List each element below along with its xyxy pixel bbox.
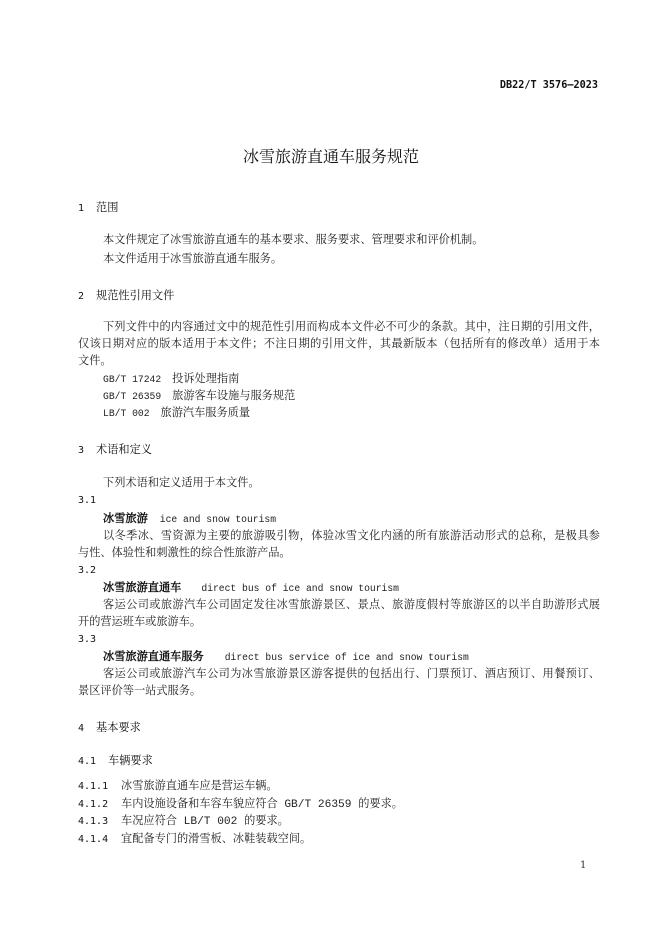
reference-title: 旅游客车设施与服务规范 [172,391,296,403]
term-entry [103,511,276,527]
clause-text: 车况应符合 LB/T 002 的要求。 [121,816,289,828]
paragraph-line: 下列文件中的内容通过文中的规范性引用而构成本文件必不可少的条款。其中，注日期的引用文件， [103,322,600,334]
section-3-heading [78,442,152,458]
definition-line: 以冬季冰、雪资源为主要的旅游吸引物，体验冰雪文化内涵的所有旅游活动形式的总称，是极具参 [103,531,600,543]
term-en: ice and snow tourism [159,514,277,525]
page-number: 1 [580,860,587,871]
reference-code: LB/T 002 [103,408,150,419]
reference-item [103,372,239,388]
term-number: 3.3 [78,634,97,645]
clause-text: 车内设施设备和车容车貌应符合 GB/T 26359 的要求。 [121,799,403,811]
reference-title: 投诉处理指南 [172,374,240,386]
section-title: 范围 [96,201,119,214]
clause-item [78,814,289,830]
clause-number: 4.1.3 [78,816,109,827]
section-title: 术语和定义 [96,443,152,456]
section-2-heading [78,288,174,304]
definition-line: 开的营运班车或旅游车。 [78,617,202,629]
reference-code: GB/T 17242 [103,374,162,385]
section-number: 1 [78,203,85,214]
term-zh: 冰雪旅游直通车服务 [103,650,204,663]
clause-number: 4.1.4 [78,834,109,845]
clause-text: 冰雪旅游直通车应是营运车辆。 [121,781,278,793]
section-1-heading [78,200,118,216]
clause-number: 4.1.2 [78,799,109,810]
definition-line: 客运公司或旅游汽车公司固定发往冰雪旅游景区、景点、旅游度假村等旅游区的以半自助游形式展 [103,600,600,612]
reference-item [103,406,250,422]
reference-code: GB/T 26359 [103,391,162,402]
section-4-heading [78,720,141,736]
section-title: 规范性引用文件 [96,289,175,302]
reference-item [103,389,295,405]
term-zh: 冰雪旅游 [103,512,148,525]
paragraph-line: 下列术语和定义适用于本文件。 [103,478,260,490]
term-en: direct bus of ice and snow tourism [201,583,399,594]
definition-line: 客运公司或旅游汽车公司为冰雪旅游景区游客提供的包括出行、门票预订、酒店预订、用餐预订、 [103,669,600,681]
standard-number: DB22/T 3576—2023 [499,80,598,91]
subsection-title: 车辆要求 [108,754,153,767]
clause-item [78,832,311,848]
section-number: 3 [78,445,85,456]
paragraph-line: 本文件规定了冰雪旅游直通车的基本要求、服务要求、管理要求和评价机制。 [103,235,484,247]
subsection-number: 4.1 [78,756,97,767]
subsection-heading [78,753,153,769]
paragraph-line: 本文件适用于冰雪旅游直通车服务。 [103,254,283,266]
term-entry [103,580,399,596]
section-number: 4 [78,723,85,734]
term-number: 3.2 [78,565,97,576]
term-number: 3.1 [78,495,97,506]
clause-item [78,779,278,795]
paragraph-line: 仅该日期对应的版本适用于本文件；不注日期的引用文件，其最新版本（包括所有的修改单）适用于本 [78,339,600,351]
term-zh: 冰雪旅游直通车 [103,581,182,594]
definition-line: 景区评价等一站式服务。 [78,686,202,698]
clause-item [78,797,403,813]
paragraph-line: 文件。 [78,356,112,368]
reference-title: 旅游汽车服务质量 [160,408,251,420]
section-number: 2 [78,291,85,302]
clause-text: 宜配备专门的滑雪板、冰鞋装载空间。 [121,834,312,846]
section-title: 基本要求 [96,721,141,734]
definition-line: 与性、体验性和刺激性的综合性旅游产品。 [78,548,291,560]
document-title: 冰雪旅游直通车服务规范 [242,147,419,166]
clause-number: 4.1.1 [78,781,109,792]
term-entry [103,649,469,665]
term-en: direct bus service of ice and snow tourism [224,652,469,663]
